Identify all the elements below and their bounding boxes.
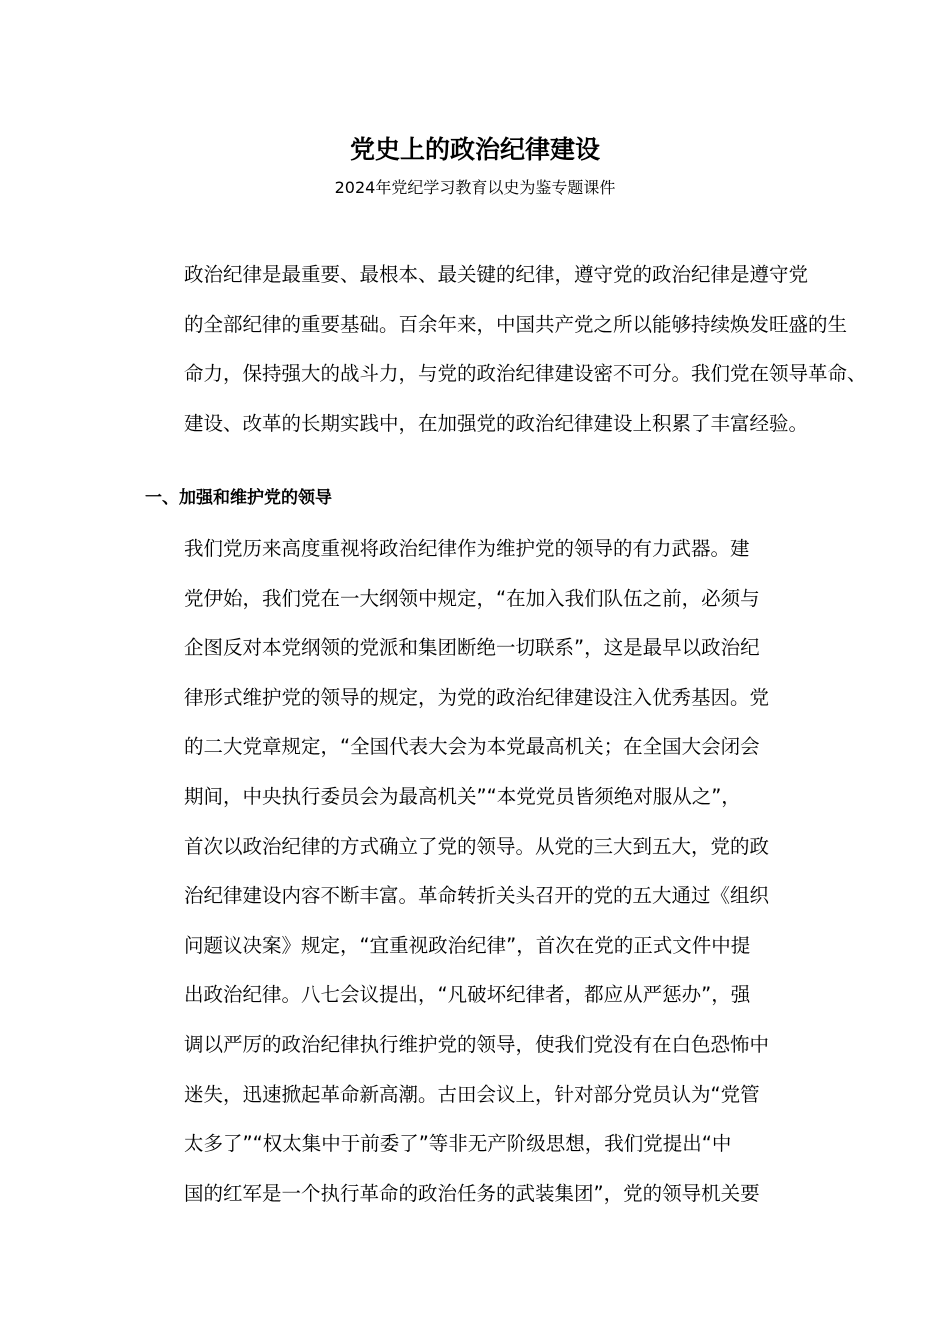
section-line: 调以严厉的政治纪律执行维护党的领导，使我们党没有在白色恐怖中 xyxy=(184,1032,770,1056)
section-line: 期间，中央执行委员会为最高机关”“本党党员皆须绝对服从之”， xyxy=(184,784,741,808)
section-line: 企图反对本党纲领的党派和集团断绝一切联系”，这是最早以政治纪 xyxy=(184,636,760,660)
section-line: 国的红军是一个执行革命的政治任务的武装集团”，党的领导机关要 xyxy=(184,1181,760,1205)
section-line: 我们党历来高度重视将政治纪律作为维护党的领导的有力武器。建 xyxy=(184,537,750,560)
section-line: 迷失，迅速掀起革命新高潮。古田会议上，针对部分党员认为“党管 xyxy=(184,1082,760,1106)
section-paragraph xyxy=(145,524,807,1218)
section-line: 治纪律建设内容不断丰富。革命转折关头召开的党的五大通过《组织 xyxy=(184,884,770,908)
intro-line: 政治纪律是最重要、最根本、最关键的纪律，遵守党的政治纪律是遵守党 xyxy=(184,263,809,286)
intro-paragraph xyxy=(145,250,867,448)
section-line: 的二大党章规定，“全国代表大会为本党最高机关；在全国大会闭会 xyxy=(184,735,760,759)
page-subtitle: 2024年党纪学习教育以史为鉴专题课件 xyxy=(334,178,616,197)
section-line: 太多了”“权太集中于前委了”等非无产阶级思想，我们党提出“中 xyxy=(184,1132,732,1156)
intro-line: 的全部纪律的重要基础。百余年来，中国共产党之所以能够持续焕发旺盛的生 xyxy=(184,312,848,336)
page-title: 党史上的政治纪律建设 xyxy=(349,135,600,164)
section-line: 律形式维护党的领导的规定，为党的政治纪律建设注入优秀基因。党 xyxy=(184,685,770,709)
intro-line: 命力，保持强大的战斗力，与党的政治纪律建设密不可分。我们党在领导革命、 xyxy=(184,362,867,386)
section-line: 问题议决案》规定，“宜重视政治纪律”，首次在党的正式文件中提 xyxy=(184,933,751,957)
section-line: 首次以政治纪律的方式确立了党的领导。从党的三大到五大，党的政 xyxy=(184,834,770,858)
section-line: 党伊始，我们党在一大纲领中规定，“在加入我们队伍之前，必须与 xyxy=(184,586,760,610)
section-heading: 一、加强和维护党的领导 xyxy=(145,488,332,508)
intro-line: 建设、改革的长期实践中，在加强党的政治纪律建设上积累了丰富经验。 xyxy=(184,411,809,435)
section-line: 出政治纪律。八七会议提出，“凡破坏纪律者，都应从严惩办”，强 xyxy=(184,983,751,1007)
